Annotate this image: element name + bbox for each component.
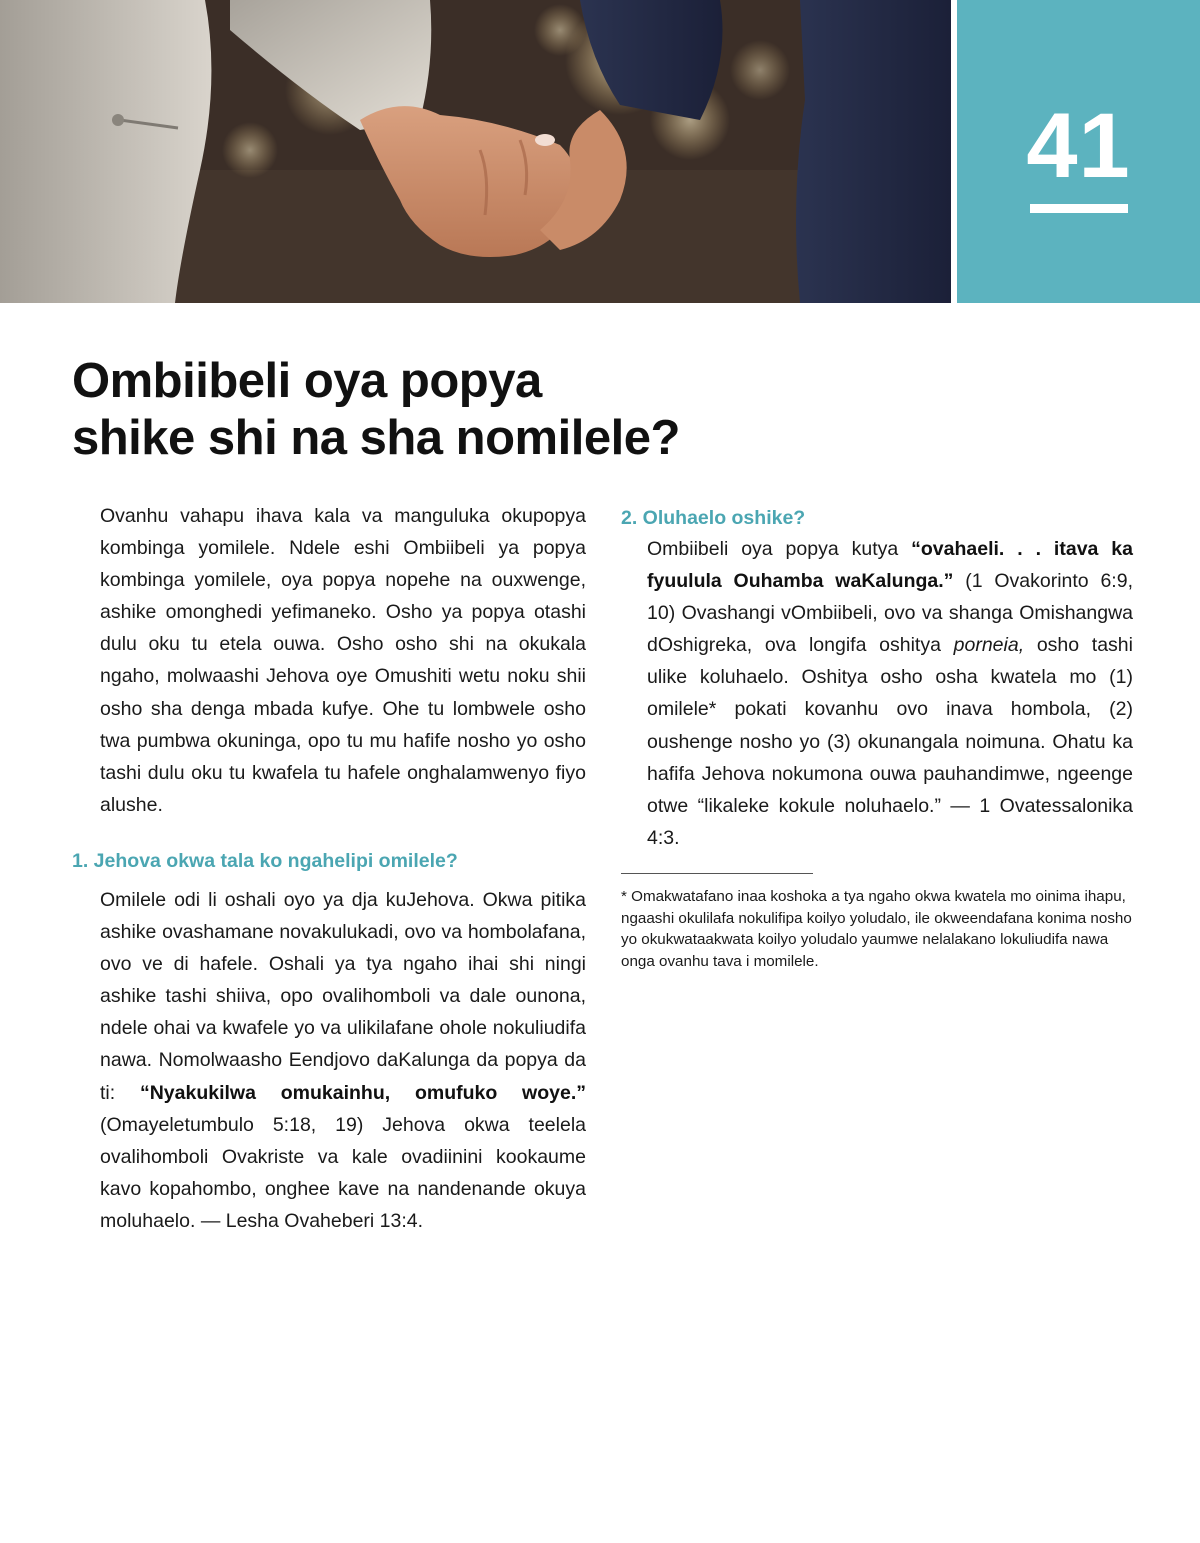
lesson-number-box [957,0,1200,303]
section-2-text-a: Ombiibeli oya popya kutya [647,538,899,560]
section-2-quote: “ovahaeli. . . itava ka fyuulula Ouhamba waKalunga.” [647,538,1133,593]
section-2-text-b: (1 Ovakorinto 6:9, 10) Ovashangi vOmbiibeli, ovo va shanga Omishangwa dOshigreka, ova longifa oshitya [647,570,1133,657]
section-2-paragraph [647,533,1133,854]
section-1-body [100,884,586,1237]
lesson-number: 41 [1026,95,1131,197]
section-1-paragraph [100,884,586,1237]
lesson-number-underline [1030,204,1128,213]
section-2-text-c: osho tashi ulike koluhaelo. Oshitya osho osha kwatela mo (1) omilele* pokati kovanhu ovo inava hombola, (2) oushenge nosho yo (3) okunangala noimuna. Ohatu ka hafifa Jehova nokumona ouwa pauhandimwe, ngeenge otwe “likaleke kokule noluhaelo.” — 1 Ovatessalonika 4:3. [647,634,1133,849]
section-1-heading: 1. Jehova okwa tala ko ngahelipi omilele? [72,850,458,872]
header-photo-holding-hands [0,0,951,303]
intro-paragraph: Ovanhu vahapu ihava kala va manguluka okupopya kombinga yomilele. Ndele eshi Ombiibeli ya popya kombinga yomilele, oya popya nopehe na ouxwenge, ashike omonghedi yefimaneko. Osho ya popya otashi dulu oku tu etela ouwa. Osho osho shi na okukala ngaho, molwaashi Jehova oye Omushiti wetu noku shii osho sha denga mbada kufye. Ohe tu lombwele osho twa pumbwa okuninga, opo tu mu hafife nosho yo osho tashi dulu oku tu kwafela tu hafele onghalamwenyo fiyo alushe. [100,505,586,816]
intro-paragraph-block [100,500,586,821]
page-title-line2: shike shi na sha nomilele? [72,411,680,465]
section-1-quote: “Nyakukilwa omukainhu, omufuko woye.” [139,1081,586,1104]
section-2-term: porneia, [953,634,1025,657]
section-1-text-a: Omilele odi li oshali oyo ya dja kuJehova. Okwa pitika ashike ovashamane novakulukadi, ovo va hombolafana, ovo ve di hafele. Oshali ya tya ngaho ihai shi ningi ashike tashi shiiva, opo ovalihomboli va dale ounona, ndele ohai va kwafele yo va ulikilafane ohole nokuliudifa nawa. Nomolwaasho Eendjovo daKalunga da popya da ti: [100,889,586,1104]
section-2-heading: 2. Oluhaelo oshike? [621,507,806,529]
page-title [72,353,1072,467]
section-1-text-b: (Omayeletumbulo 5:18, 19) Jehova okwa teelela ovalihomboli Ovakriste va kale ovadiinini kookaume kavo kopahombo, onghee kave na nandenande okuya moluhaelo. — Lesha Ovaheberi 13:4. [100,1113,586,1232]
section-2-body [647,533,1133,854]
page-title-line1: Ombiibeli oya popya [72,354,542,408]
footnote-divider [621,873,813,874]
footnote: * Omakwatafano inaa koshoka a tya ngaho okwa kwatela mo oinima ihapu, ngaashi okulilafa nokulifipa koilyo yoludalo, ile okweendafana konima nosho yo okukwataakwata koilyo yoludalo yaumwe nelalakano lokuliudifa nawa onga ovanhu tava i momilele. [621,888,1132,970]
